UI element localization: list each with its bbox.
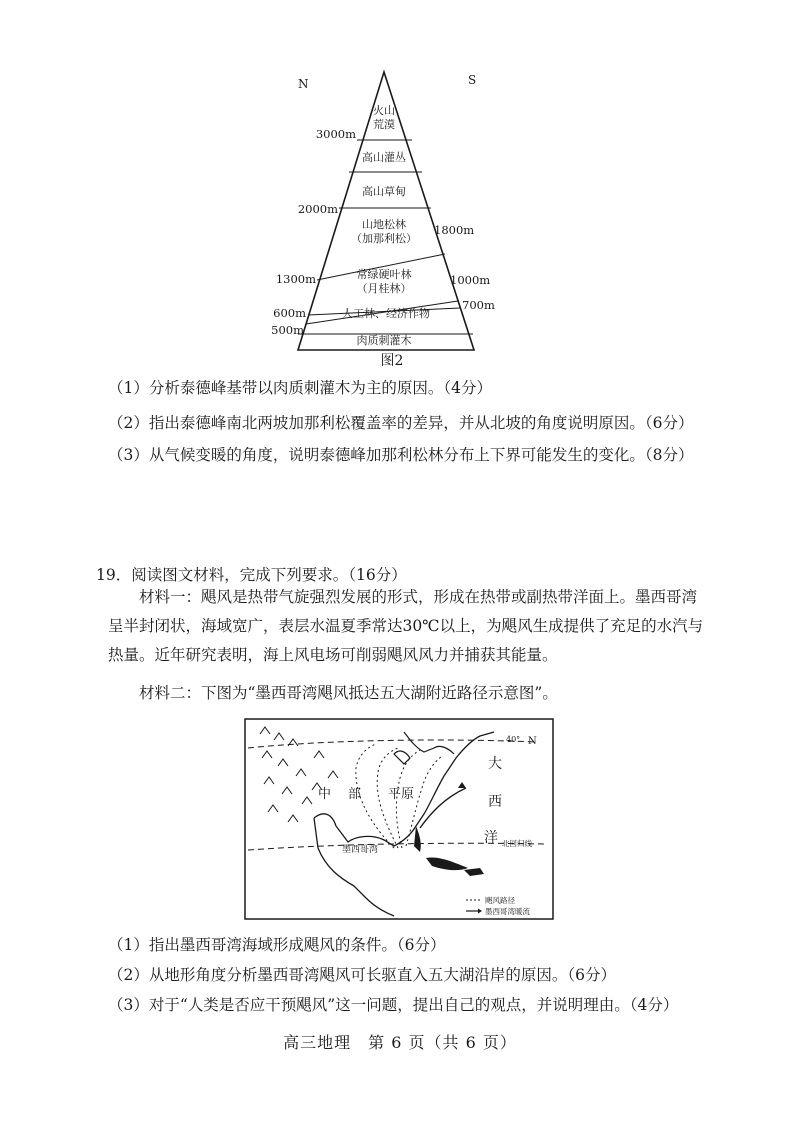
q18-sub2: （2）指出泰德峰南北两坡加那利松覆盖率的差异，并从北坡的角度说明原因。（6分） [108, 414, 694, 432]
zone-succulent-shrub: 肉质刺灌木 [356, 334, 412, 347]
left-elev-500: 500m [271, 323, 304, 337]
zone-desert: 荒漠 [373, 118, 395, 131]
zone-alpine-shrub: 高山灌丛 [362, 151, 406, 164]
zone-laurel-note: （月桂林） [356, 282, 412, 295]
map-north-label: N [528, 736, 537, 747]
q19-sub1: （1）指出墨西哥湾海域形成飓风的条件。（6分） [108, 936, 446, 954]
q19-sub2: （2）从地形角度分析墨西哥湾飓风可长驱直入五大湖沿岸的原因。（6分） [108, 966, 616, 984]
left-elev-2000: 2000m [297, 202, 338, 216]
plain-label-1: 中 [318, 787, 332, 802]
ocean-label-3: 洋 [484, 830, 498, 846]
zone-pine-forest: 山地松林 [362, 218, 406, 231]
left-elev-600: 600m [273, 306, 306, 320]
q19-sub3: （3）对于“人类是否应干预飓风”这一问题，提出自己的观点，并说明理由。（4分） [108, 996, 679, 1014]
page-footer: 高三地理 第 6 页（共 6 页） [283, 1033, 517, 1052]
zone-volcano: 火山 [373, 104, 395, 117]
figure-2-mountain-zones [250, 58, 540, 368]
material1-text: 材料一：飓风是热带气旋强烈发展的形式，形成在热带或副热带洋面上。墨西哥湾呈半封闭状，海域宽广，表层水温夏季常达30℃以上，为飓风生成提供了充足的水汽与热量。近年研究表明，海上风电场可削弱飓风风力并捕获其能量。 [108, 588, 704, 664]
legend-path-label: 飓风路径 [485, 896, 515, 905]
south-label: S [468, 73, 477, 87]
right-elev-1800: 1800m [434, 223, 475, 237]
q18-sub3: （3）从气候变暖的角度，说明泰德峰加那利松林分布上下界可能发生的变化。（8分） [108, 446, 694, 464]
zone-plantation: 人工林、经济作物 [342, 307, 430, 320]
legend-current-label: 墨西哥湾暖流 [485, 907, 530, 916]
gulf-label: 墨西哥湾 [342, 845, 379, 855]
figure-2-caption: 图2 [380, 353, 404, 368]
right-elev-700: 700m [462, 298, 495, 312]
right-elev-1000: 1000m [450, 273, 491, 287]
q19-material1 [108, 583, 708, 670]
map-frame [245, 719, 553, 919]
q18-sub1: （1）分析泰德峰基带以肉质刺灌木为主的原因。（4分） [108, 379, 492, 397]
zone-alpine-meadow: 高山草甸 [362, 185, 406, 198]
q19-material2 [108, 681, 558, 703]
left-elev-3000: 3000m [315, 127, 356, 141]
q19-title: 19．阅读图文材料，完成下列要求。（16分） [96, 566, 407, 584]
tropic-label: 北回归线 [502, 839, 532, 848]
ocean-label-2: 西 [488, 794, 502, 810]
plain-label-3: 平原 [388, 787, 415, 802]
left-elev-1300: 1300m [275, 272, 316, 286]
hurricane-path-map [244, 718, 554, 920]
lat40-label: 40° [506, 735, 521, 744]
north-label: N [298, 77, 309, 91]
material2-text: 材料二：下图为“墨西哥湾飓风抵达五大湖附近路径示意图”。 [139, 684, 558, 702]
zone-sclerophyll: 常绿硬叶林 [356, 268, 412, 281]
ocean-label-1: 大 [488, 756, 502, 772]
plain-label-2: 部 [348, 787, 362, 802]
zone-pine-note: （加那利松） [351, 232, 417, 245]
